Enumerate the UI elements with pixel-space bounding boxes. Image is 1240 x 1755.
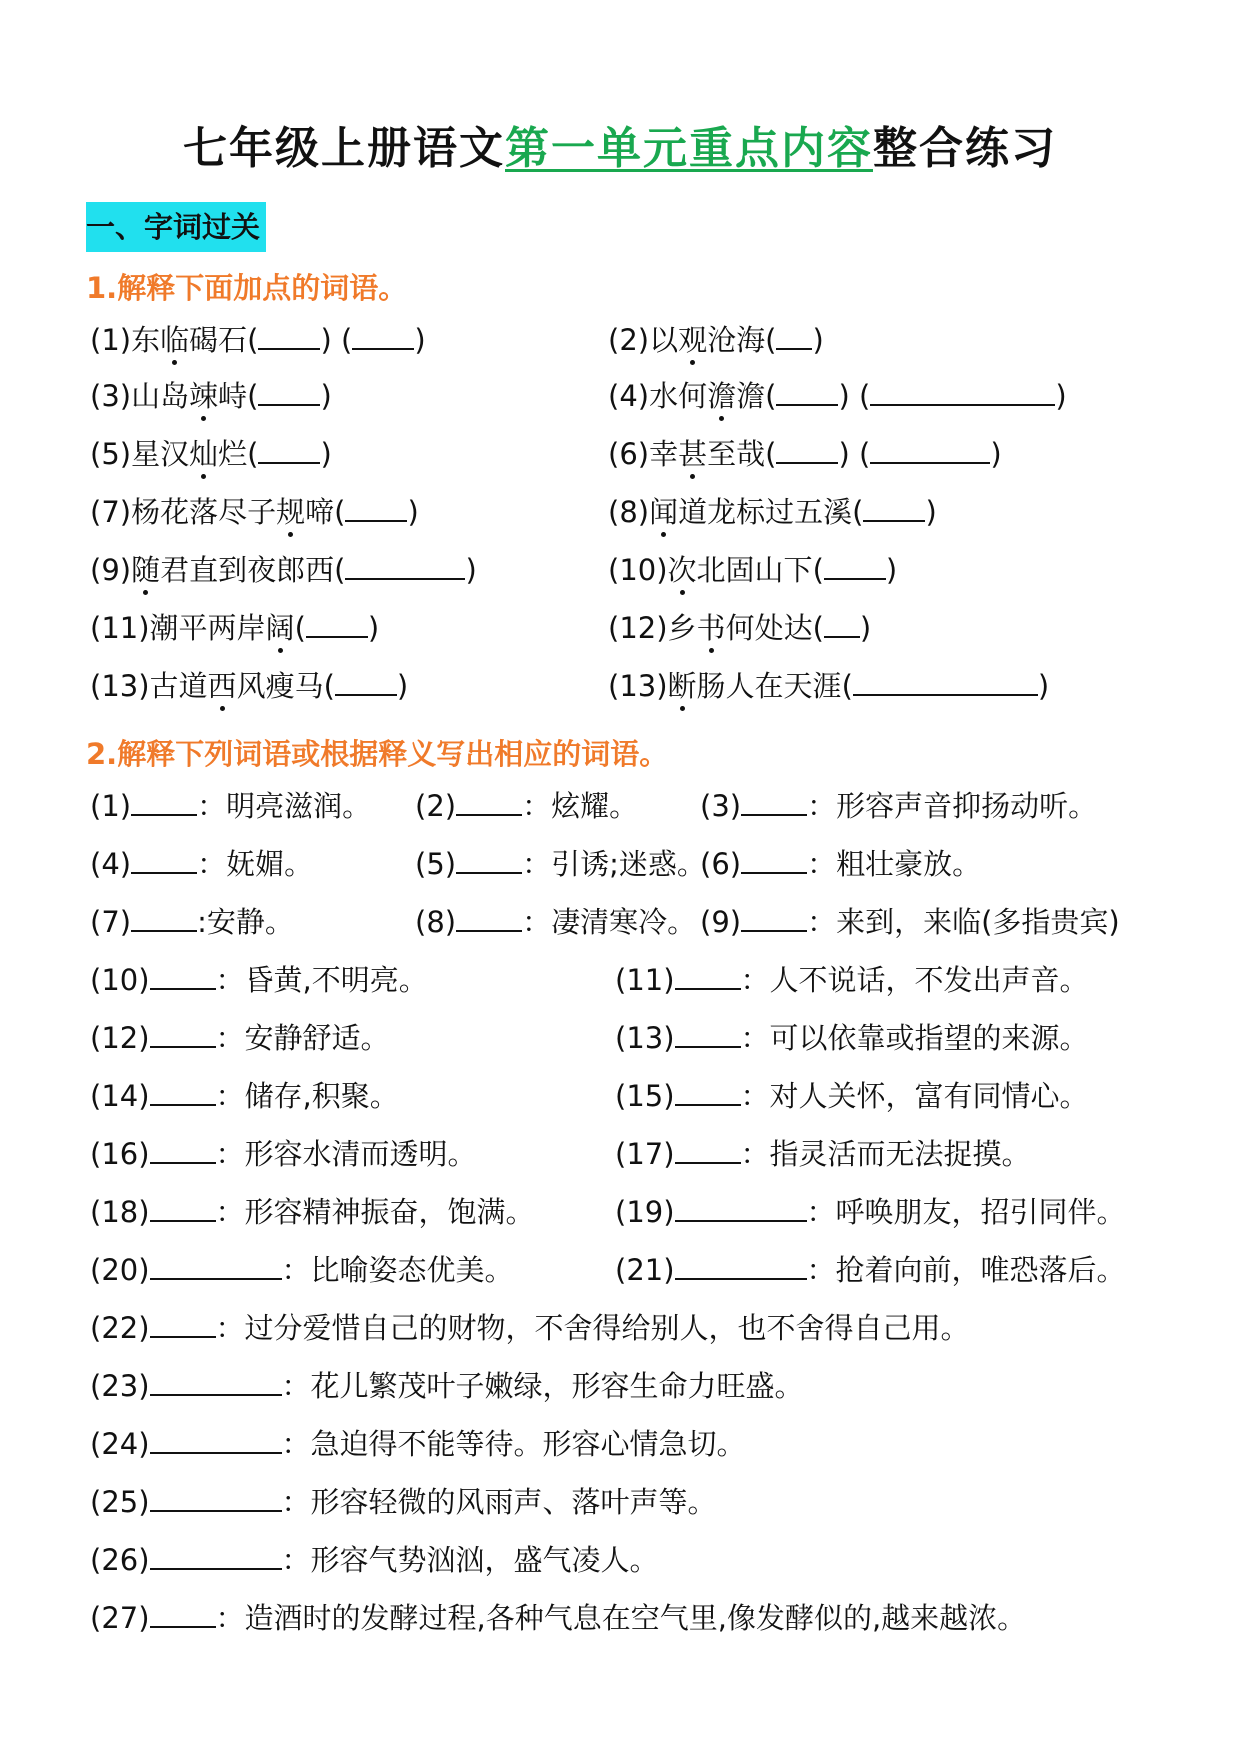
answer-blank[interactable] xyxy=(150,1024,216,1048)
q2-item xyxy=(90,1426,746,1462)
definition-text: ：引诱;迷惑。 xyxy=(522,847,706,881)
item-text: 君直到夜郎西 xyxy=(160,553,335,587)
q2-item xyxy=(615,962,1089,998)
item-number: (20) xyxy=(90,1253,150,1287)
title-highlight: 第一单元重点内容 xyxy=(505,123,873,174)
answer-blank[interactable] xyxy=(870,438,990,464)
dotted-character: 随 xyxy=(131,553,161,587)
definition-text: ：形容水清而透明。 xyxy=(215,1137,477,1171)
answer-blank[interactable] xyxy=(131,792,197,816)
item-number: (1) xyxy=(90,789,132,823)
definition-text: ：造酒时的发酵过程,各种气息在空气里,像发酵似的,越来越浓。 xyxy=(215,1601,1027,1635)
q2-item xyxy=(615,1252,1126,1288)
answer-blank[interactable] xyxy=(150,1488,282,1512)
answer-blank[interactable] xyxy=(150,1314,216,1338)
item-text: 啼 xyxy=(305,495,335,529)
q2-item xyxy=(700,904,1120,940)
item-number: (26) xyxy=(90,1543,150,1577)
item-number: (2) xyxy=(415,789,457,823)
answer-blank[interactable] xyxy=(776,380,838,406)
item-number: (5) xyxy=(90,437,132,471)
item-number: (8) xyxy=(415,905,457,939)
q2-item xyxy=(615,1194,1126,1230)
item-number: (17) xyxy=(615,1137,675,1171)
section-heading: 一、字词过关 xyxy=(86,202,266,252)
item-text: 杨花落尽子 xyxy=(131,495,277,529)
definition-text: ：妩媚。 xyxy=(197,847,314,881)
q2-item xyxy=(90,1368,804,1404)
definition-text: ：人不说话，不发出声音。 xyxy=(740,963,1089,997)
definition-text: ：来到，来临(多指贵宾) xyxy=(807,905,1120,939)
item-number: (4) xyxy=(608,379,650,413)
item-text: 古道 xyxy=(149,669,208,703)
answer-blank[interactable] xyxy=(863,496,925,522)
item-number: (8) xyxy=(608,495,650,529)
item-number: (3) xyxy=(90,379,132,413)
item-text: 水何 xyxy=(649,379,708,413)
title-part3: 整合练习 xyxy=(873,123,1057,174)
q1-item: (6)幸甚至哉( ) ( ) xyxy=(608,437,1002,471)
definition-text: ：过分爱惜自己的财物，不舍得给别人，也不舍得自己用。 xyxy=(215,1311,970,1345)
item-text: 山岛 xyxy=(131,379,190,413)
item-text: 沧海 xyxy=(707,323,766,357)
answer-blank[interactable] xyxy=(131,850,197,874)
answer-blank[interactable] xyxy=(824,612,860,638)
definition-text: ：昏黄,不明亮。 xyxy=(215,963,428,997)
answer-blank[interactable] xyxy=(456,908,522,932)
answer-blank[interactable] xyxy=(741,850,807,874)
item-number: (12) xyxy=(608,611,668,645)
answer-blank[interactable] xyxy=(675,1024,741,1048)
answer-blank[interactable] xyxy=(741,908,807,932)
q2-item xyxy=(90,904,294,940)
answer-blank[interactable] xyxy=(150,1082,216,1106)
answer-blank[interactable] xyxy=(258,324,320,350)
item-number: (4) xyxy=(90,847,132,881)
answer-blank[interactable] xyxy=(150,1140,216,1164)
definition-text: ：指灵活而无法捉摸。 xyxy=(740,1137,1031,1171)
question2-heading: 2.解释下列词语或根据释义写出相应的词语。 xyxy=(86,737,669,771)
q2-item xyxy=(615,1078,1089,1114)
q1-item: (13)断肠人在天涯( ) xyxy=(608,669,1050,703)
item-number: (19) xyxy=(615,1195,675,1229)
item-number: (11) xyxy=(615,963,675,997)
answer-blank[interactable] xyxy=(258,380,320,406)
item-number: (11) xyxy=(90,611,150,645)
q1-item: (11)潮平两岸阔( ) xyxy=(90,611,380,645)
item-text: 风瘦马 xyxy=(236,669,324,703)
item-number: (7) xyxy=(90,495,132,529)
definition-text: ：明亮滋润。 xyxy=(197,789,372,823)
answer-blank[interactable] xyxy=(150,1546,282,1570)
item-number: (5) xyxy=(415,847,457,881)
dotted-character: 规 xyxy=(276,495,306,529)
q2-item xyxy=(90,1484,717,1520)
dotted-character: 次 xyxy=(667,553,697,587)
answer-blank[interactable] xyxy=(456,792,522,816)
answer-blank[interactable] xyxy=(853,670,1038,696)
item-text: 星汉 xyxy=(131,437,190,471)
answer-blank[interactable] xyxy=(776,438,838,464)
q2-item xyxy=(90,1252,514,1288)
answer-blank[interactable] xyxy=(150,1198,216,1222)
dotted-character: 灿 xyxy=(189,437,219,471)
q2-item xyxy=(90,846,313,882)
item-number: (1) xyxy=(90,323,132,357)
item-number: (10) xyxy=(608,553,668,587)
item-number: (27) xyxy=(90,1601,150,1635)
item-text: 东 xyxy=(131,323,161,357)
answer-blank[interactable] xyxy=(345,554,465,580)
q2-item xyxy=(90,1020,390,1056)
q2-item xyxy=(90,1600,1026,1636)
q2-item xyxy=(90,962,428,998)
answer-blank[interactable] xyxy=(150,966,216,990)
item-number: (14) xyxy=(90,1079,150,1113)
item-number: (3) xyxy=(700,789,742,823)
dotted-character: 西 xyxy=(207,669,237,703)
answer-blank[interactable] xyxy=(675,1198,807,1222)
dotted-character: 书 xyxy=(696,611,726,645)
item-number: (23) xyxy=(90,1369,150,1403)
page-title xyxy=(0,112,1240,176)
question1-heading: 1.解释下面加点的词语。 xyxy=(86,271,408,305)
answer-blank[interactable] xyxy=(150,1430,282,1454)
item-number: (24) xyxy=(90,1427,150,1461)
item-text: 道龙标过五溪 xyxy=(678,495,853,529)
definition-text: ：抢着向前，唯恐落后。 xyxy=(806,1253,1126,1287)
answer-blank[interactable] xyxy=(352,324,414,350)
answer-blank[interactable] xyxy=(131,908,197,932)
definition-text: ：炫耀。 xyxy=(522,789,639,823)
item-text: 北固山下 xyxy=(696,553,813,587)
q2-item xyxy=(615,1136,1031,1172)
answer-blank[interactable] xyxy=(675,966,741,990)
answer-blank[interactable] xyxy=(335,670,397,696)
dotted-character: 竦 xyxy=(189,379,219,413)
definition-text: ：安静舒适。 xyxy=(215,1021,390,1055)
answer-blank[interactable] xyxy=(741,792,807,816)
item-number: (22) xyxy=(90,1311,150,1345)
definition-text: ：形容精神振奋，饱满。 xyxy=(215,1195,535,1229)
q2-item xyxy=(90,1542,659,1578)
q1-item: (9)随君直到夜郎西( ) xyxy=(90,553,477,587)
dotted-character: 阔 xyxy=(265,611,295,645)
q2-item xyxy=(415,788,638,824)
item-number: (25) xyxy=(90,1485,150,1519)
item-number: (2) xyxy=(608,323,650,357)
answer-blank[interactable] xyxy=(345,496,407,522)
item-text: 幸 xyxy=(649,437,679,471)
item-text: 以 xyxy=(649,323,679,357)
dotted-character: 澹 xyxy=(707,379,737,413)
q2-item xyxy=(90,1136,477,1172)
answer-blank[interactable] xyxy=(456,850,522,874)
dotted-character: 观 xyxy=(678,323,708,357)
item-number: (9) xyxy=(700,905,742,939)
q1-item: (12)乡书何处达( ) xyxy=(608,611,872,645)
answer-blank[interactable] xyxy=(258,438,320,464)
answer-blank[interactable] xyxy=(306,612,368,638)
definition-text: ：呼唤朋友，招引同伴。 xyxy=(806,1195,1126,1229)
definition-text: ：可以依靠或指望的来源。 xyxy=(740,1021,1089,1055)
item-number: (18) xyxy=(90,1195,150,1229)
item-text: 峙 xyxy=(218,379,248,413)
item-text: 烂 xyxy=(218,437,248,471)
definition-text: ：形容轻微的风雨声、落叶声等。 xyxy=(281,1485,717,1519)
item-number: (12) xyxy=(90,1021,150,1055)
item-number: (21) xyxy=(615,1253,675,1287)
item-text: 潮平两岸 xyxy=(149,611,266,645)
dotted-character: 甚 xyxy=(678,437,708,471)
q1-item: (2)以观沧海( ) xyxy=(608,323,824,357)
answer-blank[interactable] xyxy=(870,380,1055,406)
item-text: 何处达 xyxy=(725,611,813,645)
q1-item: (13)古道西风瘦马( ) xyxy=(90,669,409,703)
definition-text: ：比喻姿态优美。 xyxy=(281,1253,514,1287)
item-text: 肠人在天涯 xyxy=(696,669,842,703)
q2-item xyxy=(90,1310,970,1346)
q2-item xyxy=(90,1194,535,1230)
q1-item: (7)杨花落尽子规啼( ) xyxy=(90,495,419,529)
definition-text: ：花儿繁茂叶子嫩绿，形容生命力旺盛。 xyxy=(281,1369,804,1403)
q2-item xyxy=(90,1078,399,1114)
q1-item: (8)闻道龙标过五溪( ) xyxy=(608,495,937,529)
item-text: 碣石 xyxy=(189,323,248,357)
dotted-character: 闻 xyxy=(649,495,679,529)
dotted-character: 断 xyxy=(667,669,697,703)
q2-item xyxy=(700,788,1097,824)
answer-blank[interactable] xyxy=(675,1082,741,1106)
q2-item xyxy=(415,904,696,940)
answer-blank[interactable] xyxy=(675,1256,807,1280)
answer-blank[interactable] xyxy=(150,1256,282,1280)
item-number: (6) xyxy=(700,847,742,881)
item-number: (10) xyxy=(90,963,150,997)
definition-text: ：粗壮豪放。 xyxy=(807,847,982,881)
answer-blank[interactable] xyxy=(675,1140,741,1164)
answer-blank[interactable] xyxy=(776,324,812,350)
answer-blank[interactable] xyxy=(824,554,886,580)
definition-text: ：储存,积聚。 xyxy=(215,1079,399,1113)
answer-blank[interactable] xyxy=(150,1604,216,1628)
item-number: (13) xyxy=(615,1021,675,1055)
definition-text: ：形容气势汹汹，盛气凌人。 xyxy=(281,1543,659,1577)
q2-item xyxy=(700,846,981,882)
definition-text: ：凄清寒冷。 xyxy=(522,905,697,939)
item-number: (9) xyxy=(90,553,132,587)
item-number: (13) xyxy=(90,669,150,703)
definition-text: ：对人关怀，富有同情心。 xyxy=(740,1079,1089,1113)
item-number: (16) xyxy=(90,1137,150,1171)
q2-item xyxy=(415,846,706,882)
answer-blank[interactable] xyxy=(150,1372,282,1396)
q1-item: (10)次北固山下( ) xyxy=(608,553,898,587)
title-part1: 七年级上册语文 xyxy=(183,123,505,174)
item-number: (7) xyxy=(90,905,132,939)
item-text: 澹 xyxy=(736,379,766,413)
item-text: 至哉 xyxy=(707,437,766,471)
q1-item: (1)东临碣石( ) ( ) xyxy=(90,323,426,357)
definition-text: :安静。 xyxy=(197,905,294,939)
q1-item: (3)山岛竦峙( ) xyxy=(90,379,332,413)
item-text: 乡 xyxy=(667,611,697,645)
q2-item xyxy=(615,1020,1089,1056)
item-number: (13) xyxy=(608,669,668,703)
definition-text: ：形容声音抑扬动听。 xyxy=(807,789,1098,823)
q1-item: (5)星汉灿烂( ) xyxy=(90,437,332,471)
q1-item: (4)水何澹澹( ) ( ) xyxy=(608,379,1067,413)
definition-text: ：急迫得不能等待。形容心情急切。 xyxy=(281,1427,746,1461)
q2-item xyxy=(90,788,371,824)
item-number: (15) xyxy=(615,1079,675,1113)
dotted-character: 临 xyxy=(160,323,190,357)
item-number: (6) xyxy=(608,437,650,471)
